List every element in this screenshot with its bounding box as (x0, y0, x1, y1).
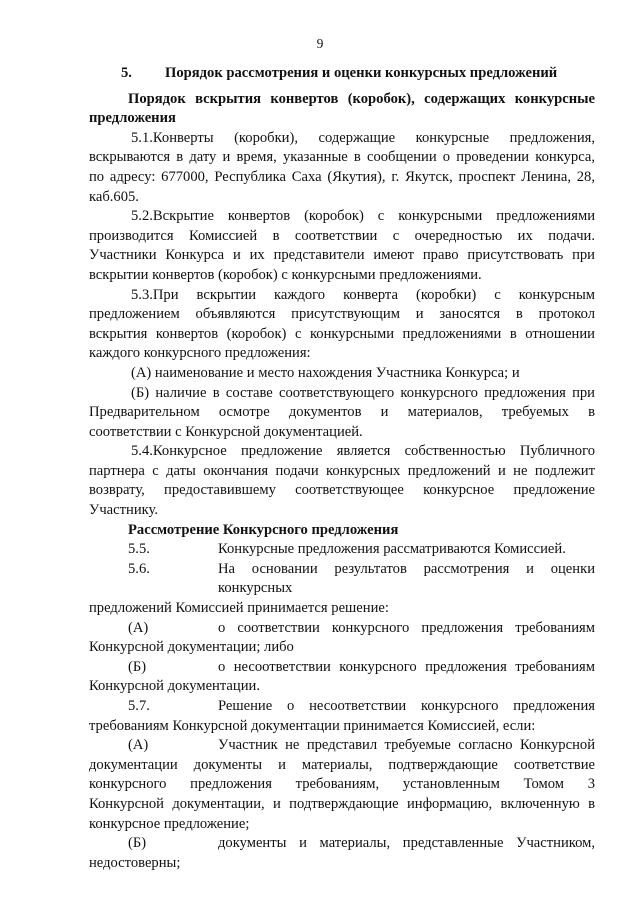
text-line: каждого конкурсного предложения: (89, 345, 311, 362)
subsection-title-line: Порядок вскрытия конвертов (коробок), содержащих конкурсные (128, 90, 595, 107)
subsection-title-line: предложения (89, 110, 176, 127)
text-line: 5.1.Конверты (коробки), содержащие конкурсные предложения, (131, 129, 595, 146)
clause-5-6-b (89, 658, 595, 697)
text-line: Участнику. (89, 502, 158, 519)
page-body (89, 64, 595, 873)
page-number: 9 (316, 36, 324, 51)
clause-5-6-a (89, 619, 595, 658)
clause-text: Конкурсные предложения рассматриваются Комиссией. (218, 541, 566, 558)
text-line: Конкурсной документации. (89, 678, 260, 695)
text-line: Предварительном осмотре документов и материалов, требуемых в (89, 404, 595, 421)
text-line: 5.3.При вскрытии каждого конверта (коробки) с конкурсным (131, 286, 595, 303)
text-line: предложением объявляются присутствующим и заносятся в протокол (89, 306, 595, 323)
clause-number: 5.5. (128, 541, 150, 558)
clause-5-1 (89, 129, 595, 207)
text-line: 5.2.Вскрытие конвертов (коробок) с конкурсными предложениями (131, 208, 595, 225)
clause-5-3-a: (А) наименование и место нахождения Участника Конкурса; и (131, 364, 520, 381)
clause-5-7 (89, 697, 595, 736)
text-line: партнера с даты окончания подачи конкурсных предложений и не подлежит (89, 462, 595, 479)
clause-number: 5.6. (128, 560, 150, 577)
text-line: соответствии с Конкурсной документацией. (89, 423, 363, 440)
text-line: Участники Конкурса и их представители имеют право присутствовать при (89, 247, 595, 264)
text-line: вскрытия конвертов (коробок) с конкурсными предложениями в отношении (89, 325, 595, 342)
clause-5-7-b (89, 834, 595, 873)
text-line: документы и материалы, представленные Участником, (218, 835, 595, 852)
subsection-heading-opening (89, 90, 595, 129)
clause-5-3-b (89, 384, 595, 443)
text-line: Конкурсной документации, и подтверждающие информацию, включенную в (89, 795, 595, 812)
text-line: Решение о несоответствии конкурсного предложения (218, 698, 595, 714)
text-line: каб.605. (89, 188, 139, 205)
clause-5-7-a (89, 736, 595, 834)
text-line: о соответствии конкурсного предложения требованиям (218, 619, 595, 636)
clause-5-2 (89, 207, 595, 285)
text-line: возврату, предоставившему соответствующее конкурсное предложение (89, 482, 595, 499)
clause-5-3 (89, 286, 595, 364)
text-line: документации документы и материалы, подтверждающие соответствие (89, 756, 595, 773)
text-line: по адресу: 677000, Республика Саха (Якутия), г. Якутск, проспект Ленина, 28, (89, 168, 595, 185)
text-line: предложений Комиссией принимается решение: (89, 600, 389, 617)
text-line: Конкурсной документации; либо (89, 639, 294, 656)
clause-number: (Б) (128, 658, 147, 675)
clause-5-4 (89, 442, 595, 520)
clause-5-6 (89, 560, 595, 619)
clause-5-5 (89, 540, 595, 560)
section-heading (121, 64, 595, 84)
section-title: Порядок рассмотрения и оценки конкурсных предложений (165, 65, 558, 81)
text-line: Участник не представил требуемые согласно Конкурсной (218, 737, 595, 754)
text-line: о несоответствии конкурсного предложения требованиям (218, 658, 595, 675)
text-line: требованиям Конкурсной документации принимается Комиссией, если: (89, 717, 536, 734)
text-line: 5.4.Конкурсное предложение является собственностью Публичного (131, 443, 595, 460)
text-line: конкурсное предложение; (89, 815, 250, 832)
subsection-heading-review: Рассмотрение Конкурсного предложения (128, 521, 399, 538)
clause-number: (А) (128, 737, 149, 754)
text-line: конкурсного предложения требованиям, установленным Томом 3 (89, 776, 595, 793)
text-line: вскрываются в дату и время, указанные в сообщении о проведении конкурса, (89, 149, 595, 166)
text-line: На основании результатов рассмотрения и оценки конкурсных (218, 560, 595, 597)
text-line: производится Комиссией в соответствии с очередностью их подачи. (89, 227, 595, 244)
clause-number: (А) (128, 619, 149, 636)
clause-number: 5.7. (128, 698, 150, 714)
clause-number: (Б) (128, 835, 147, 852)
text-line: вскрытии конвертов (коробок) с конкурсными предложениями. (89, 266, 482, 283)
section-number: 5. (121, 65, 132, 81)
text-line: (Б) наличие в составе соответствующего конкурсного предложения при (131, 384, 595, 401)
text-line: недостоверны; (89, 854, 181, 871)
